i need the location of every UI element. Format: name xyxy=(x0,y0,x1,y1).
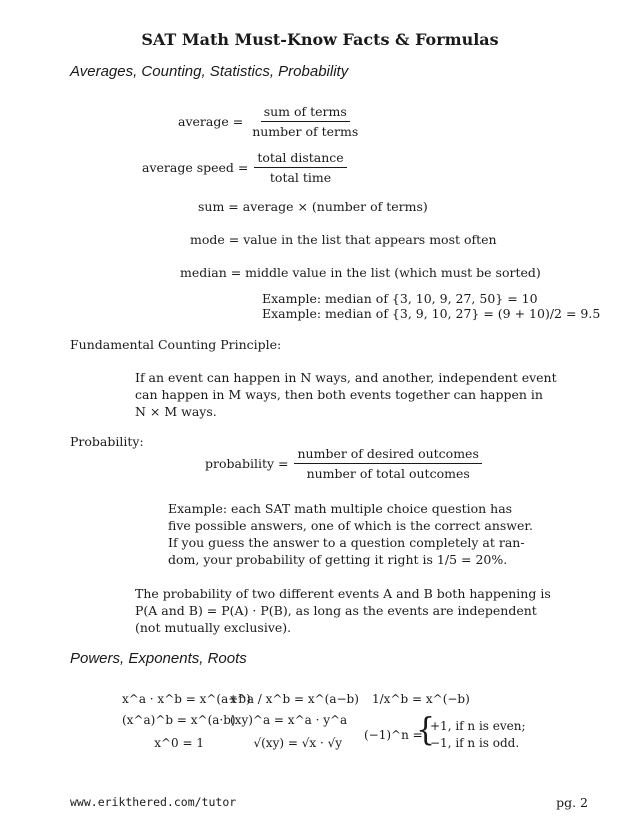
power-rule-4: x^a / x^b = x^(a−b) xyxy=(230,692,359,706)
power-rule-5: (xy)^a = x^a · y^a xyxy=(230,713,348,727)
speed-lhs: average speed = xyxy=(142,160,249,175)
independent-line: (not mutually exclusive). xyxy=(135,620,292,635)
probability-example xyxy=(168,500,533,568)
example-line: If you guess the answer to a question completely at ran- xyxy=(168,535,525,550)
counting-line: If an event can happen in N ways, and another, independent event xyxy=(135,370,557,385)
footer-url: www.erikthered.com/tutor xyxy=(70,795,237,809)
median-example-2: Example: median of {3, 9, 10, 27} = (9 + 10)/2 = 9.5 xyxy=(262,306,601,321)
average-denominator: number of terms xyxy=(252,124,359,139)
power-rule-3: x^0 = 1 xyxy=(154,736,204,750)
average-lhs: average = xyxy=(178,114,244,129)
power-rule-2: (x^a)^b = x^(a·b) xyxy=(122,713,236,727)
probability-lhs: probability = xyxy=(205,456,289,471)
probability-denominator: number of total outcomes xyxy=(306,466,470,481)
average-speed-formula xyxy=(142,150,347,185)
speed-fraction xyxy=(254,150,346,185)
example-line: Example: each SAT math multiple choice question has xyxy=(168,501,513,516)
median-example-1: Example: median of {3, 10, 9, 27, 50} = 10 xyxy=(262,291,538,306)
independent-line: The probability of two different events A and B both happening is xyxy=(135,586,551,601)
neg-one-case-even: +1, if n is even; xyxy=(430,719,526,733)
section-heading-averages: Averages, Counting, Statistics, Probability xyxy=(70,63,349,80)
page-number: pg. 2 xyxy=(556,795,588,810)
sum-formula: sum = average × (number of terms) xyxy=(198,199,428,214)
power-rule-7: 1/x^b = x^(−b) xyxy=(372,692,470,706)
average-formula xyxy=(178,104,361,139)
average-fraction xyxy=(249,104,361,139)
section-heading-powers: Powers, Exponents, Roots xyxy=(70,650,247,667)
average-numerator: sum of terms xyxy=(261,104,350,122)
probability-numerator: number of desired outcomes xyxy=(294,446,481,464)
counting-body xyxy=(135,369,557,420)
speed-denominator: total time xyxy=(269,170,332,185)
independent-line: P(A and B) = P(A) · P(B), as long as the events are independent xyxy=(135,603,537,618)
example-line: dom, your probability of getting it right is 1/5 = 20%. xyxy=(168,552,508,567)
probability-formula xyxy=(205,446,482,481)
power-rule-1: x^a · x^b = x^(a+b) xyxy=(122,692,251,706)
probability-heading: Probability: xyxy=(70,434,144,449)
counting-line: can happen in M ways, then both events together can happen in xyxy=(135,387,543,402)
power-rule-6: √(xy) = √x · √y xyxy=(253,736,342,750)
neg-one-lhs: (−1)^n = xyxy=(364,728,423,742)
counting-heading: Fundamental Counting Principle: xyxy=(70,337,282,352)
speed-numerator: total distance xyxy=(254,150,346,168)
counting-line: N × M ways. xyxy=(135,404,217,419)
probability-fraction xyxy=(294,446,481,481)
mode-formula: mode = value in the list that appears most often xyxy=(190,232,497,247)
independent-events xyxy=(135,585,551,636)
example-line: five possible answers, one of which is the correct answer. xyxy=(168,518,533,533)
brace-glyph: { xyxy=(416,712,436,749)
page-title: SAT Math Must-Know Facts & Formulas xyxy=(141,30,499,49)
neg-one-case-odd: −1, if n is odd. xyxy=(430,736,520,750)
median-formula: median = middle value in the list (which must be sorted) xyxy=(180,265,541,280)
